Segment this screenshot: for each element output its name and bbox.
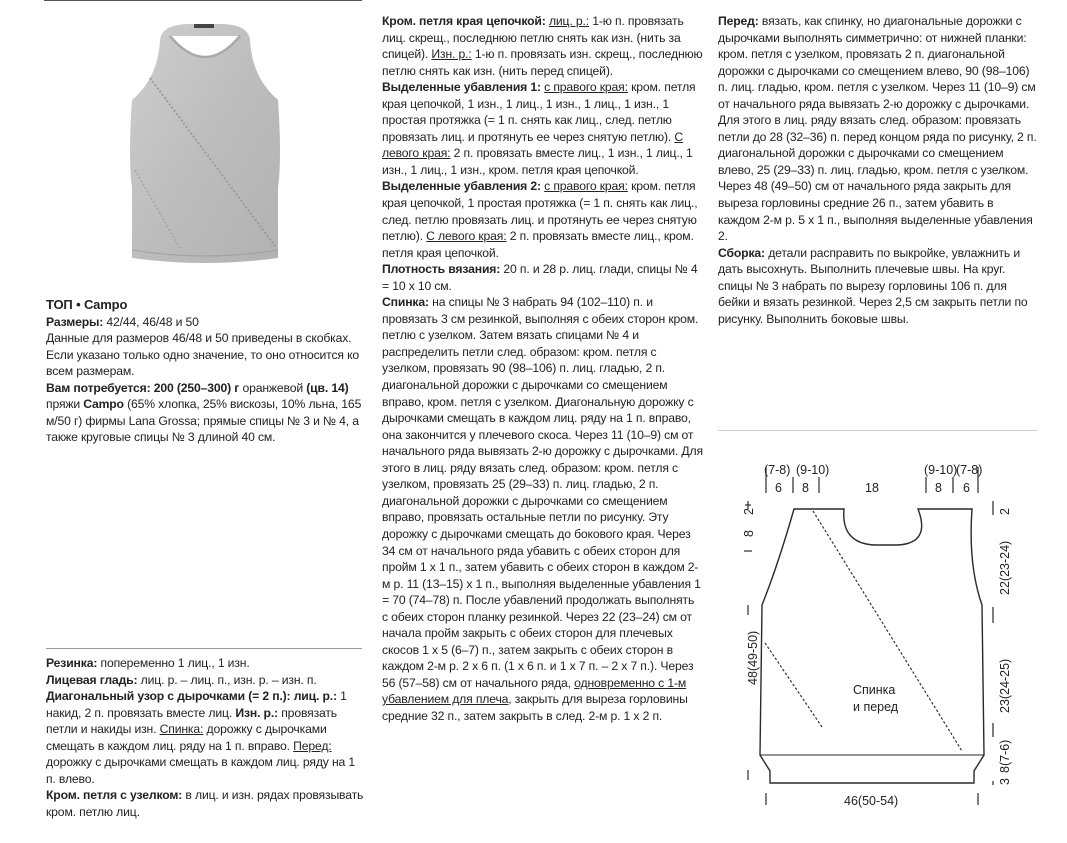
seg-6b-label: 6 [963, 481, 970, 495]
column-3-instructions [718, 13, 1038, 327]
right-8-label: 8(7-6) [998, 739, 1012, 773]
stockinette-stitch: Лицевая гладь: лиц. р. – лиц. п., изн. р. – изн. п. [46, 672, 317, 687]
bottom-width-label: 46(50-54) [844, 794, 899, 808]
seg-8a-label: 8 [802, 481, 809, 495]
decreases-2: Выделенные убавления 2: с правого края: кром. петля края цепочкой, 1 простая протяжка (= 1 п. снять как лиц., след. петлю провязать лиц. и протянуть ее через снятую петлю). С левого края: 2 п. провязать вместе лиц., кром. петля края цепочкой. [382, 179, 698, 260]
left-2-label: 2 [742, 508, 756, 515]
front-instructions: Перед: вязать, как спинку, но диагональные дорожки с дырочками выполнять симметрично: от нижней планки: кром. петля с узелком, провязать 2 п. диагональной дорожки с дырочками со смещением влево, 90 (98–106) п. лиц. гладью, кром. петля с узелком. Через 11 (10–9) см от начального ряда вывязать 2-ю дорожку с дырочками. Для этого в лиц. ряду вязать след. образом: провязать петли до 28 (32–36) п. перед концом ряда по рисунку, 2 п. диагональной дорожки с дырочками со смещением влево, 25 (29–33) п. лиц. гладью, кром. петля с узелком. Через 48 (49–50) см от начального ряда закрыть для выреза горловины средние 26 п., затем убавить в каждом 2-м р. 5 x 1 п., выполняя выделенные убавления 2. [718, 14, 1037, 244]
pattern-title: ТОП • Campo [46, 297, 128, 312]
garment-schematic [718, 455, 1058, 840]
right-2-label: 2 [998, 508, 1012, 515]
materials: Вам потребуется: 200 (250–300) г оранжевой (цв. 14) пряжи Campo (65% хлопка, 25% вискозы, 10% льна, 165 м/50 г) фирмы Lana Grossa; прямые спицы № 3 и № 4, а также круговые спицы № 3 длиной 40 см. [46, 380, 362, 445]
section-divider [46, 648, 362, 649]
center-label-2: и перед [853, 700, 899, 714]
sizes-note: Данные для размеров 46/48 и 50 приведены в скобках. Если указано только одно значение, то оно относится ко всем размерам. [46, 331, 360, 379]
top-rule [44, 0, 362, 1]
garment-photo [110, 18, 300, 273]
sizes-line: Размеры: 42/44, 46/48 и 50 [46, 314, 199, 329]
seg-6a-label: 6 [775, 481, 782, 495]
eyelet-line-short [765, 643, 822, 727]
right-3-label: 3 [998, 778, 1012, 785]
diagonal-eyelet-pattern: Диагональный узор с дырочками (= 2 п.): лиц. р.: 1 накид, 2 п. провязать вместе лиц. Изн. р.: провязать петли и накиды изн. Спинка: дорожку с дырочками смещать в каждом лиц. ряду на 1 п. вправо. Перед: дорожку с дырочками смещать в каждом лиц. ряду на 1 п. влево. [46, 689, 356, 786]
top-left-outer-label: (7-8) [764, 463, 791, 477]
schematic-outline [760, 509, 984, 783]
column-1-intro [46, 297, 364, 446]
assembly-instructions: Сборка: детали расправить по выкройке, увлажнить и дать высохнуть. Выполнить плечевые швы. На круг. спицы № 3 набрать по вырезу горловины 106 п. для бейки и вязать резинкой. Через 2,5 см закрыть петли по рисунку. Выполнить боковые швы. [718, 245, 1028, 326]
back-instructions: Спинка: на спицы № 3 набрать 94 (102–110) п. и провязать 3 см резинкой, выполняя с обеих сторон кром. петлю с узелком. Затем вязать спицами № 4 и распределить петли след. образом: кром. петля с узелком, провязать 90 (98–106) п. лиц. гладью, 2 п. диагональной дорожки с дырочками со смещением вправо, кром. петля с узелком. Диагональную дорожку с дырочками смещать в каждом лиц. ряду на 1 п. вправо, она закончится у плечевого скоса. Через 11 (10–9) см от начального ряда вывязать 2-ю дорожку с дырочками. Для этого в лиц. ряду вязать след. образом: кром. петля с узелком, провязать 25 (29–33) п. лиц. гладью, 2 п. диагональной дорожки с дырочками со смещением вправо, провязать остальные петли по рисунку. Эту дорожку с дырочками смещать до бокового края. Через 34 см от начального ряда убавить с обеих сторон для пройм 1 x 1 п., затем убавить с обеих сторон в каждом 2-м р. 11 (13–15) x 1 п., выполняя выделенные убавления 1 = 70 (74–78) п. После убавлений продолжать выполнять с обеих сторон планку резинкой. Через 22 (23–24) см от начала пройм закрыть с обеих сторон для плечевых скосов 1 x 5 (6–7) п., затем закрыть с обеих сторон в каждом 2-м р. 2 x 6 п. (1 x 6 п. и 1 x 7 п. – 2 x 7 п.). Через 56 (57–58) см от начального ряда, одновременно с 1-м убавлением для плеча, закрыть для выреза горловины средние 32 п., затем закрыть в след. 2-м р. 1 x 2 п. [382, 295, 703, 723]
schematic-divider [718, 430, 1038, 431]
seg-8b-label: 8 [935, 481, 942, 495]
column-1-stitches [46, 655, 364, 820]
seg-18-label: 18 [865, 481, 879, 495]
right-23-label: 23(24-25) [998, 658, 1012, 713]
gauge: Плотность вязания: 20 п. и 28 р. лиц. глади, спицы № 4 = 10 x 10 см. [382, 262, 698, 293]
column-2-instructions [382, 13, 703, 725]
left-48-label: 48(49-50) [746, 630, 760, 685]
eyelet-line-long [813, 511, 962, 751]
right-22-label: 22(23-24) [998, 540, 1012, 595]
decreases-1: Выделенные убавления 1: с правого края: кром. петля края цепочкой, 1 изн., 1 лиц., 1 изн., 1 лиц., 1 изн., 1 простая протяжка (= 1 п. снять как лиц., след. петлю провязать лиц. и протянуть ее через снятую петлю). С левого края: 2 п. провязать вместе лиц., 1 изн., 1 лиц., 1 изн., 1 лиц., 1 изн., кром. петля края цепочкой. [382, 80, 696, 177]
chain-edge-stitch: Кром. петля края цепочкой: лиц. р.: 1-ю п. провязать лиц. скрещ., последнюю петлю снять как изн. (нить за спицей). Изн. р.: 1-ю п. провязать изн. скрещ., последнюю петлю снять как изн. (нить перед спицей). [382, 14, 703, 78]
edge-stitch-knot: Кром. петля с узелком: в лиц. и изн. рядах провязывать кром. петлю лиц. [46, 788, 364, 819]
left-8-label: 8 [742, 530, 756, 537]
top-left-inner-label: (9-10) [796, 463, 830, 477]
top-right-inner-label: (9-10) [924, 463, 958, 477]
center-label-1: Спинка [853, 683, 896, 697]
rib-stitch: Резинка: попеременно 1 лиц., 1 изн. [46, 656, 250, 670]
top-right-outer-label: (7-8) [956, 463, 983, 477]
